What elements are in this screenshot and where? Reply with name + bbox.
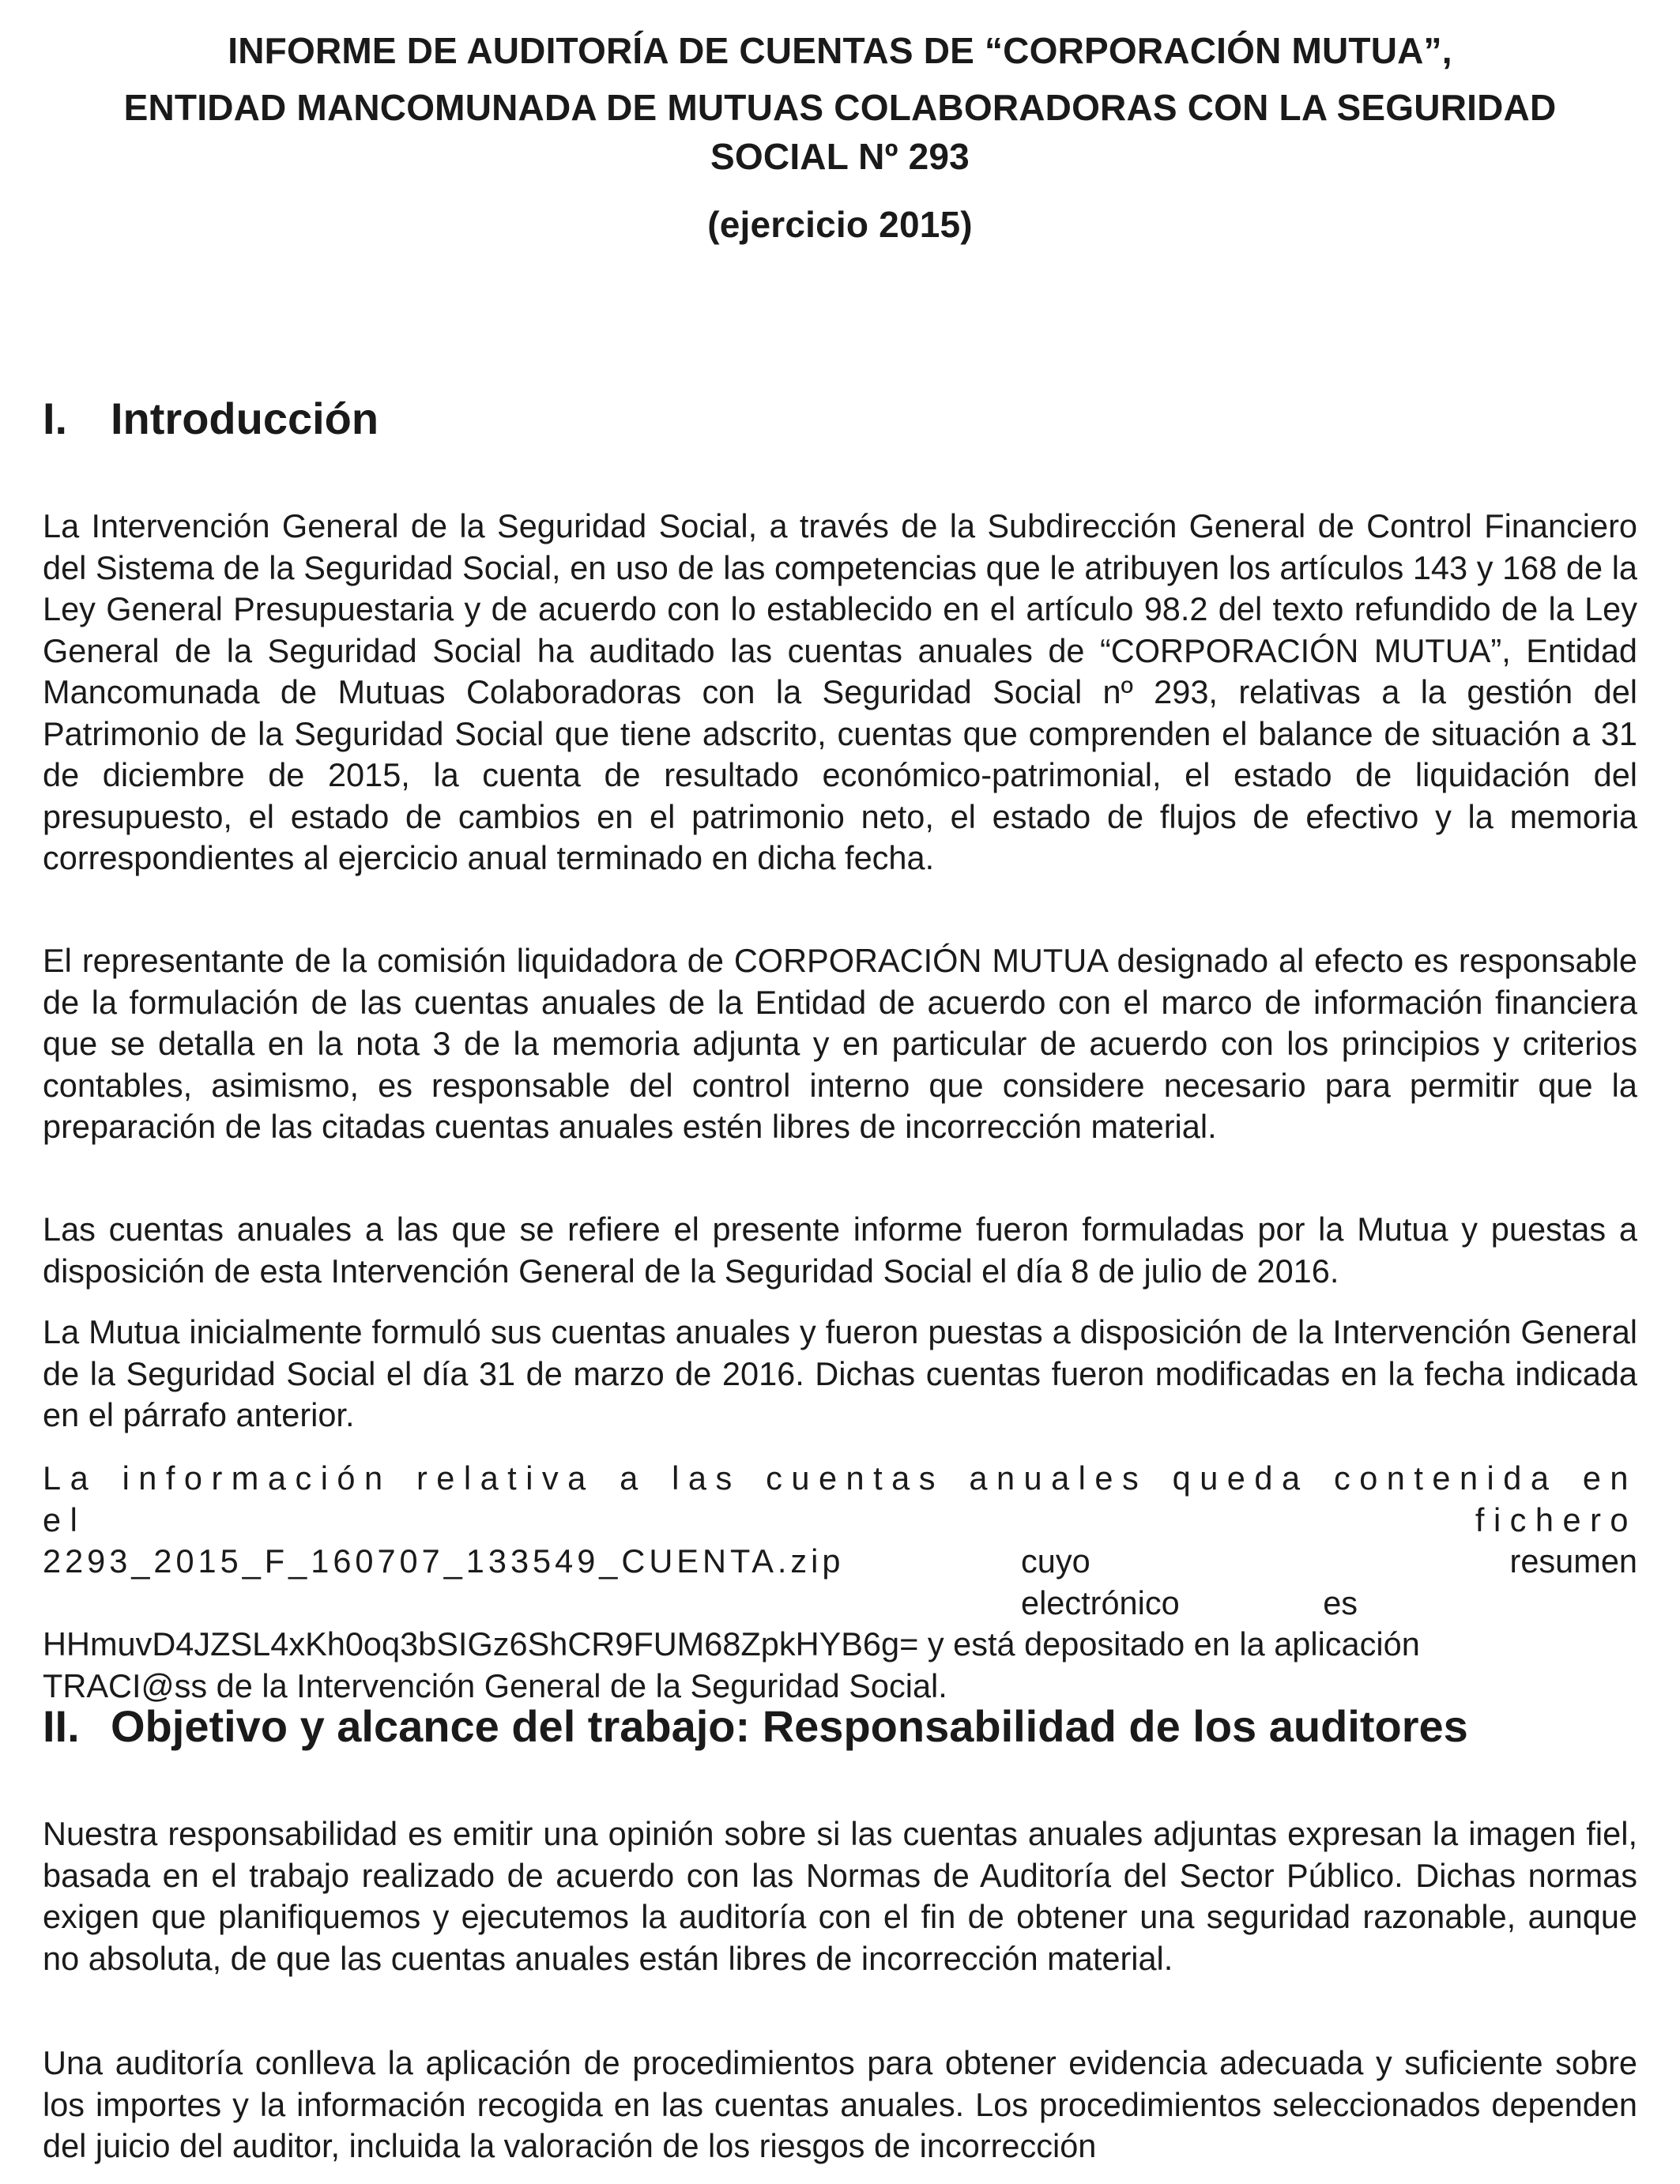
section-title: Introducción	[111, 393, 379, 443]
section-heading-objetivo	[43, 1699, 1468, 1754]
section-title: Objetivo y alcance del trabajo: Responsabilidad de los auditores	[111, 1701, 1468, 1751]
title-line-1: INFORME DE AUDITORÍA DE CUENTAS DE “CORPORACIÓN MUTUA”,	[228, 30, 1452, 71]
paragraph: La Intervención General de la Seguridad Social, a través de la Subdirección General de Control Financiero del Sistema de la Seguridad Social, en uso de las competencias que le atribuyen los artículos 143 y 168 de la Ley General Presupuestaria y de acuerdo con lo establecido en el artículo 98.2 del texto refundido de la Ley General de la Seguridad Social ha auditado las cuentas anuales de “CORPORACIÓN MUTUA”, Entidad Mancomunada de Mutuas Colaboradoras con la Seguridad Social nº 293, relativas a la gestión del Patrimonio de la Seguridad Social que tiene adscrito, cuentas que comprenden el balance de situación a 31 de diciembre de 2015, la cuenta de resultado económico-patrimonial, el estado de liquidación del presupuesto, el estado de cambios en el patrimonio neto, el estado de flujos de efectivo y la memoria correspondientes al ejercicio anual terminado en dicha fecha.	[43, 507, 1637, 876]
cuenta-filename: 2293_2015_F_160707_133549_CUENTA.zip	[43, 1542, 845, 1580]
section-number: II.	[43, 1701, 80, 1751]
title-fiscal-year: (ejercicio 2015)	[707, 204, 973, 245]
paragraph: Las cuentas anuales a las que se refiere el presente informe fueron formuladas por la Mutua y puestas a disposición de esta Intervención General de la Seguridad Social el día 8 de julio de 2016.	[43, 1211, 1637, 1290]
paragraph: El representante de la comisión liquidadora de CORPORACIÓN MUTUA designado al efecto es responsable de la formulación de las cuentas anuales de la Entidad de acuerdo con el marco de información financiera que se detalla en la nota 3 de la memoria adjunta y en particular de acuerdo con los principios y criterios contables, asimismo, es responsable del control interno que considere necesario para permitir que la preparación de las citadas cuentas anuales estén libres de incorrección material.	[43, 942, 1637, 1145]
section-heading-introduccion	[43, 391, 379, 446]
title-line-3: SOCIAL Nº 293	[710, 136, 970, 177]
resumen-words: cuyo resumen electrónico es	[1021, 1542, 1637, 1621]
paragraph: La Mutua inicialmente formuló sus cuentas anuales y fueron puestas a disposición de la Intervención General de la Seguridad Social el día 31 de marzo de 2016. Dichas cuentas fueron modificadas en la fecha indicada en el párrafo anterior.	[43, 1313, 1637, 1433]
paragraph: Nuestra responsabilidad es emitir una opinión sobre si las cuentas anuales adjuntas expresan la imagen fiel, basada en el trabajo realizado de acuerdo con las Normas de Auditoría del Sector Público. Dichas normas exigen que planifiquemos y ejecutemos la auditoría con el fin de obtener una seguridad razonable, aunque no absoluta, de que las cuentas anuales están libres de incorrección material.	[43, 1815, 1637, 1977]
file-info-line-3	[43, 1624, 1637, 1666]
title-line-2: ENTIDAD MANCOMUNADA DE MUTUAS COLABORADORAS CON LA SEGURIDAD	[123, 87, 1557, 128]
file-info-line-4: TRACI@ss de la Intervención General de la Seguridad Social.	[43, 1666, 947, 1704]
section-number: I.	[43, 393, 68, 443]
deposit-text: y está depositado en la aplicación	[927, 1625, 1420, 1662]
paragraph: Una auditoría conlleva la aplicación de procedimientos para obtener evidencia adecuada y suficiente sobre los importes y la información recogida en las cuentas anuales. Los procedimientos seleccionados dependen del juicio del auditor, incluida la valoración de los riesgos de incorrección	[43, 2044, 1637, 2164]
file-info-line-1: La información relativa a las cuentas anuales queda contenida en el fichero	[43, 1459, 1637, 1538]
electronic-hash: HHmuvD4JZSL4xKh0oq3bSIGz6ShCR9FUM68ZpkHYB6g=	[43, 1625, 919, 1662]
file-info-line-2	[43, 1541, 1637, 1624]
resumen-text	[1021, 1541, 1637, 1624]
file-info-paragraph	[43, 1458, 1637, 1707]
